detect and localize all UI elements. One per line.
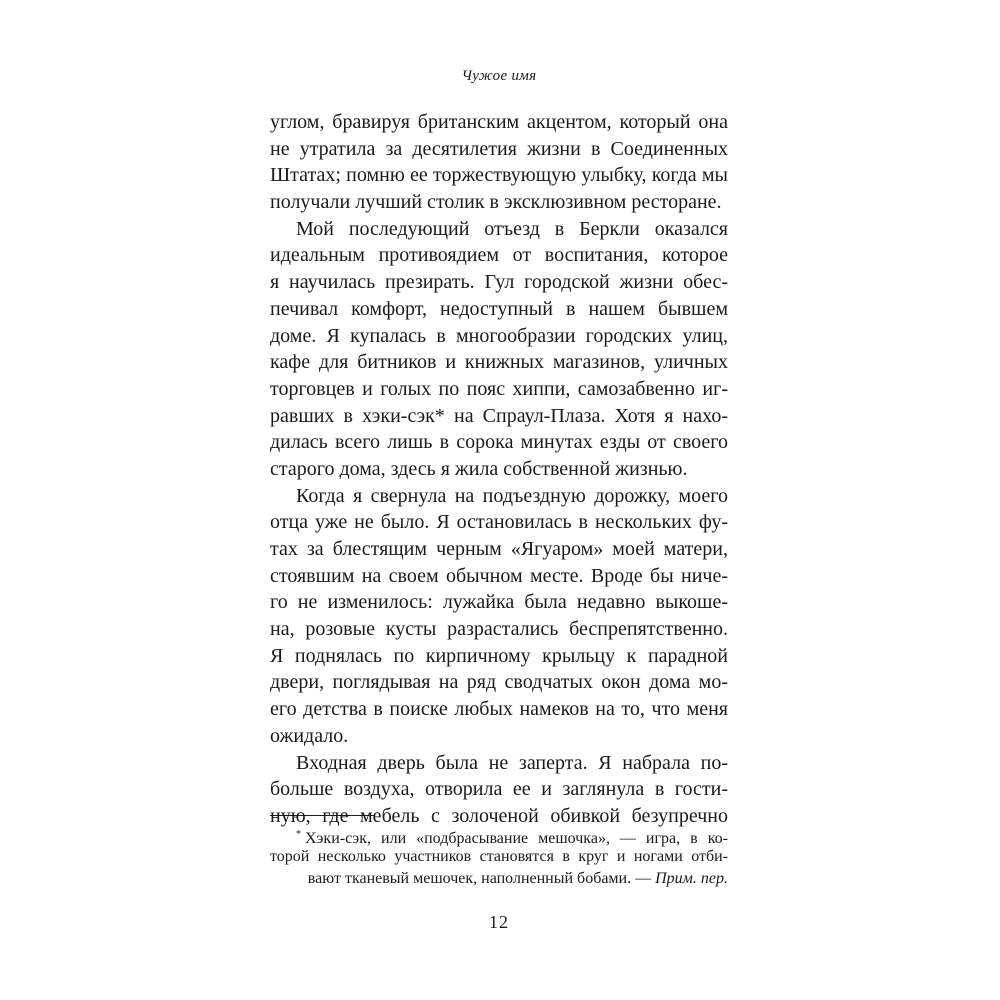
paragraph-first-line: Входная дверь была не заперта. Я набрала по-	[296, 751, 728, 774]
text-line: Штатах; помню ее торжествующую улыбку, когда мы	[270, 164, 728, 187]
footnote-text: Хэки-сэк, или «подбрасывание мешочка», — игра, в ко-	[305, 830, 728, 847]
footnote-line	[270, 824, 728, 846]
text-line: отца уже не было. Я остановилась в нескольких фу-	[270, 511, 728, 534]
text-line: стоявшим на своем обычном месте. Вроде бы ниче-	[270, 564, 728, 587]
text-line: на, розовые кусты разрастались беспрепятственно.	[270, 618, 728, 641]
paragraph-first-line: Мой последующий отъезд в Беркли оказался	[296, 217, 728, 240]
text-line: получали лучший столик в эксклюзивном ресторане.	[270, 191, 722, 214]
text-line: кафе для битников и книжных магазинов, уличных	[270, 351, 728, 374]
text-line: Я поднялась по кирпичному крыльцу к парадной	[270, 644, 728, 667]
footnote-mark: *	[296, 829, 301, 840]
footnote-divider	[270, 815, 374, 816]
footnote-text: вают тканевый мешочек, наполненный бобами. —	[307, 870, 652, 887]
footnote-line: торой несколько участников становятся в круг и ногами отби-	[270, 848, 728, 865]
text-line: я научилась презирать. Гул городской жизни обес-	[270, 271, 728, 294]
text-line: идеальным противоядием от воспитания, которое	[270, 244, 728, 267]
body-text	[270, 109, 728, 830]
text-line: больше воздуха, отворила ее и заглянула в гости-	[270, 778, 728, 801]
paragraph-first-line: Когда я свернула на подъездную дорожку, моего	[296, 484, 728, 507]
text-line: тах за блестящим черным «Ягуаром» моей матери,	[270, 538, 728, 560]
translator-note: Прим. пер.	[655, 870, 728, 887]
text-line: ожидало.	[270, 724, 349, 747]
running-head: Чужое имя	[461, 68, 537, 84]
text-line: двери, поглядывая на ряд сводчатых окон дома мо-	[270, 671, 728, 694]
footnote-line	[270, 868, 728, 890]
text-line: го не изменилось: лужайка была недавно выкоше-	[270, 591, 728, 614]
text-line: дилась всего лишь в сорока минутах езды от своего	[270, 431, 728, 454]
text-line: ную, где мебель с золоченой обивкой безупречно	[270, 804, 728, 827]
text-line: не утратила за десятилетия жизни в Соединенных	[270, 137, 728, 160]
text-line: его детства в поиске любых намеков на то, что меня	[270, 698, 728, 721]
text-line: печивал комфорт, недоступный в нашем бывшем	[270, 297, 728, 320]
book-page	[270, 0, 728, 1000]
text-line: доме. Я купалась в многообразии городских улиц,	[270, 324, 728, 347]
page-number: 12	[489, 912, 509, 932]
footnote	[270, 824, 728, 890]
text-line: торговцев и голых по пояс хиппи, самозабвенно иг-	[270, 377, 728, 400]
text-line: углом, бравируя британским акцентом, который она	[270, 111, 728, 133]
text-line: старого дома, здесь я жила собственной жизнью.	[270, 457, 688, 480]
text-line: равших в хэки-сэк* на Спраул-Плаза. Хотя я нахо-	[270, 404, 728, 427]
